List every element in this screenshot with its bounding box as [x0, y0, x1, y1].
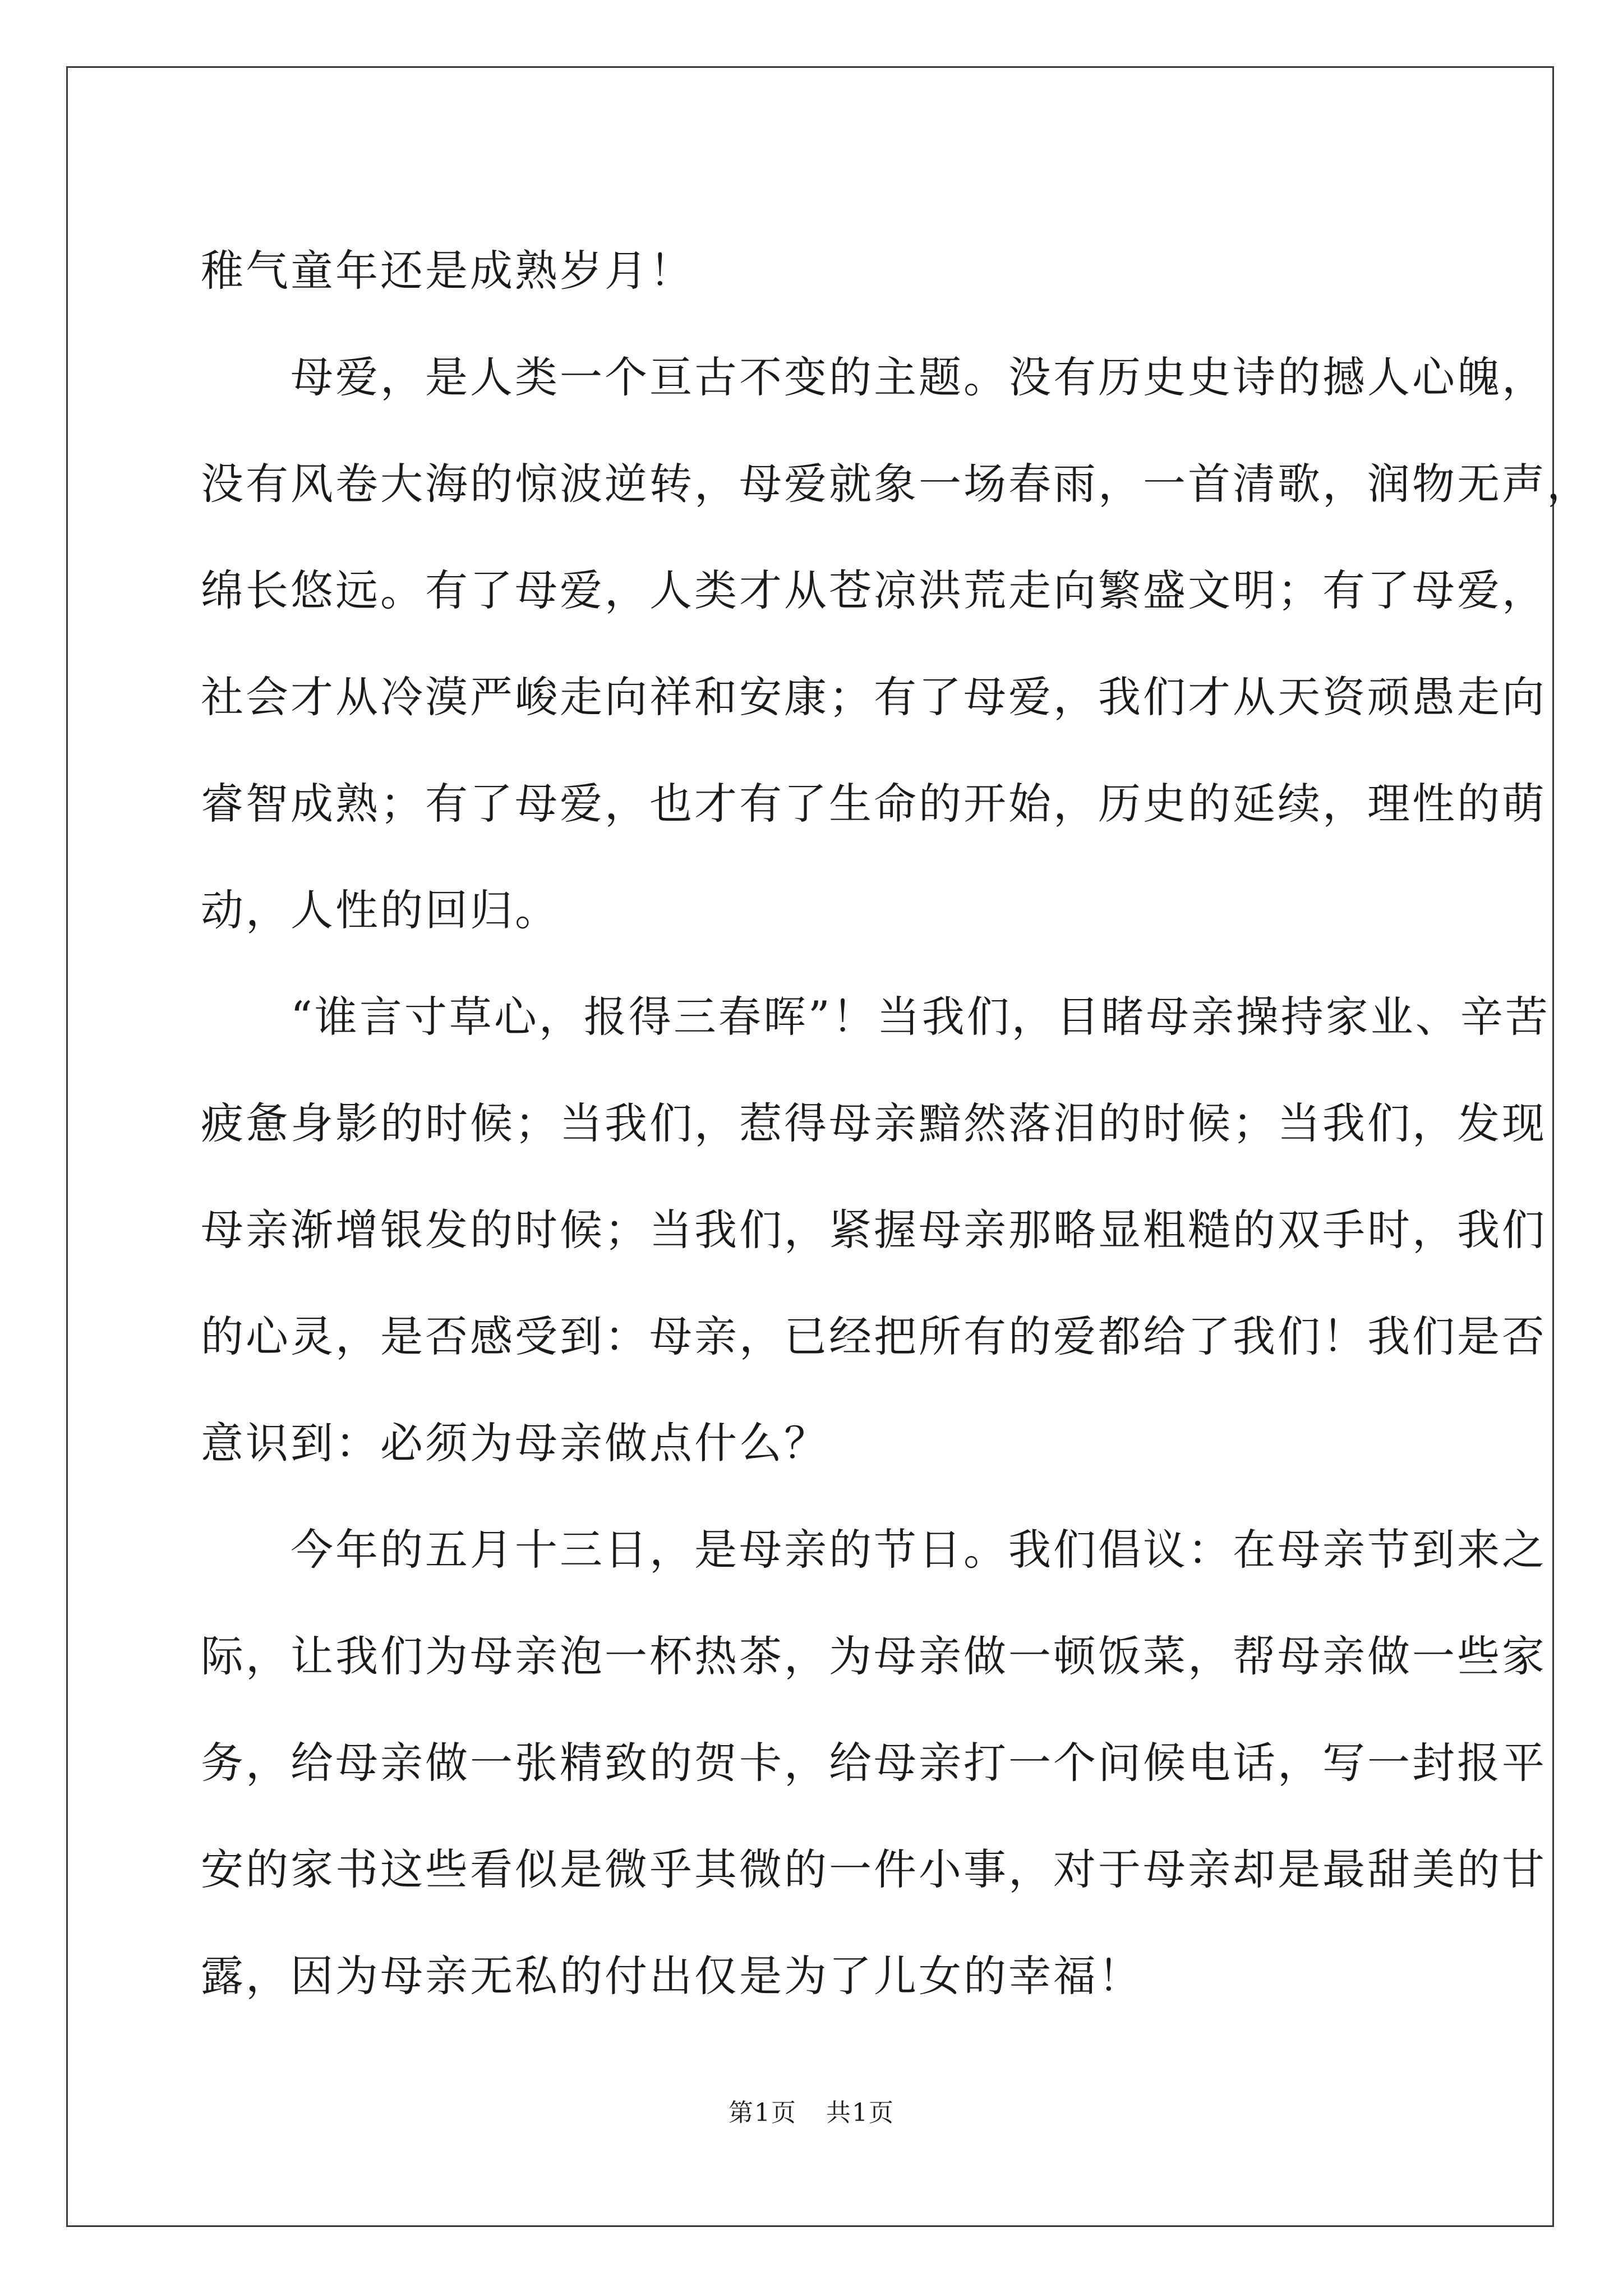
page-footer [0, 2092, 1623, 2128]
text-line: 社会才从冷漠严峻走向祥和安康；有了母爱，我们才从天资顽愚走向 [201, 672, 1547, 722]
text-line: 稚气童年还是成熟岁月！ [201, 246, 694, 296]
text-line: 疲惫身影的时候；当我们，惹得母亲黯然落泪的时候；当我们，发现 [201, 1098, 1547, 1148]
text-line: 务，给母亲做一张精致的贺卡，给母亲打一个问候电话，写一封报平 [201, 1738, 1547, 1788]
text-line: 意识到：必须为母亲做点什么？ [201, 1418, 829, 1468]
text-line: 动，人性的回归。 [201, 885, 560, 935]
text-line: 母爱，是人类一个亘古不变的主题。没有历史史诗的撼人心魄， [201, 352, 1547, 402]
text-line: 安的家书这些看似是微乎其微的一件小事，对于母亲却是最甜美的甘 [201, 1844, 1547, 1894]
text-line: 今年的五月十三日，是母亲的节日。我们倡议：在母亲节到来之 [201, 1525, 1547, 1575]
document-body [201, 218, 1592, 2030]
text-line: 绵长悠远。有了母爱，人类才从苍凉洪荒走向繁盛文明；有了母爱， [201, 565, 1547, 615]
text-line: 睿智成熟；有了母爱，也才有了生命的开始，历史的延续，理性的萌 [201, 779, 1547, 829]
text-line: 的心灵，是否感受到：母亲，已经把所有的爱都给了我们！我们是否 [201, 1312, 1547, 1361]
page-number-current: 第1页 [728, 2099, 797, 2127]
text-line: 没有风卷大海的惊波逆转，母爱就象一场春雨，一首清歌，润物无声， [201, 459, 1592, 509]
text-line: “谁言寸草心，报得三春晖”！当我们，目睹母亲操持家业、辛苦 [201, 992, 1550, 1042]
text-line: 露，因为母亲无私的付出仅是为了儿女的幸福！ [201, 1951, 1143, 2001]
text-line: 际，让我们为母亲泡一杯热茶，为母亲做一顿饭菜，帮母亲做一些家 [201, 1631, 1547, 1681]
page-number-total: 共1页 [826, 2099, 895, 2127]
text-line: 母亲渐增银发的时候；当我们，紧握母亲那略显粗糙的双手时，我们 [201, 1205, 1547, 1255]
